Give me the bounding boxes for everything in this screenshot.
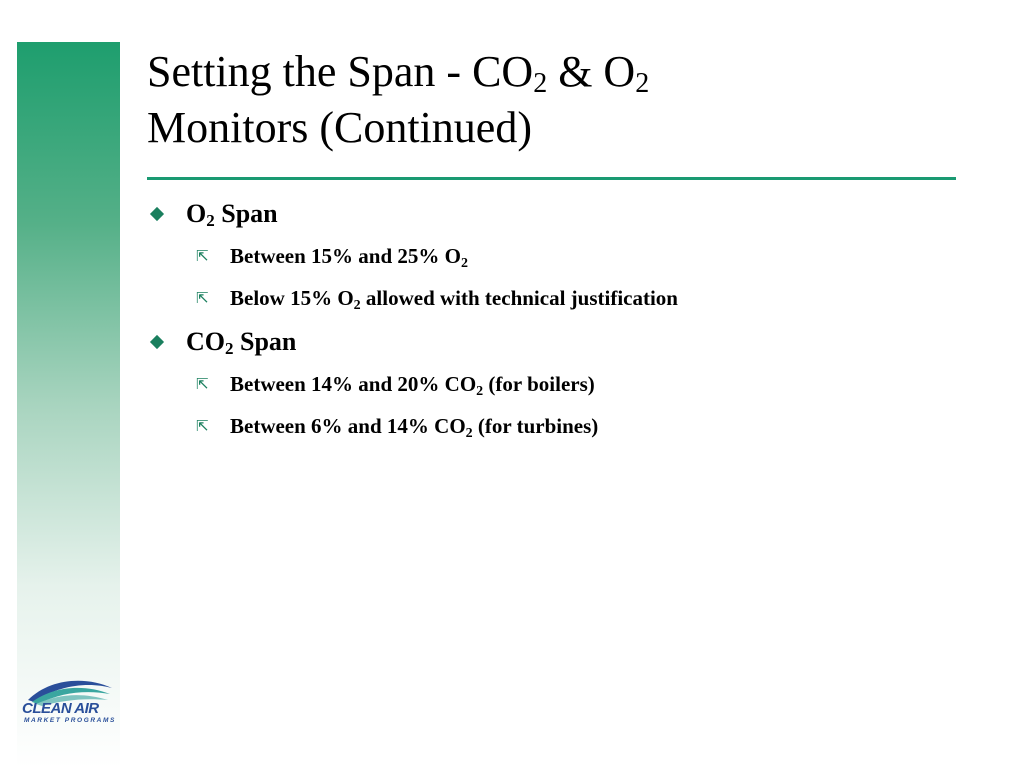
sub-bullet-text: (for turbines) (472, 414, 599, 438)
bullet-subscript: 2 (206, 211, 215, 230)
bullet-list (150, 198, 970, 454)
diamond-icon (150, 335, 164, 349)
sub-bullet (150, 412, 970, 440)
title-subscript: 2 (635, 68, 650, 99)
logo-name: CLEAN AIR (22, 700, 99, 717)
bullet-text: CO (186, 327, 225, 356)
bullet-subscript: 2 (225, 339, 234, 358)
arrow-up-left-icon: ⇱ (196, 247, 209, 265)
sub-bullet-text: Between 15% and 25% O (230, 244, 461, 268)
sub-bullet-subscript: 2 (465, 426, 473, 441)
sub-bullet-text: Between 14% and 20% CO (230, 372, 477, 396)
sub-bullet-text: Below 15% O (230, 286, 354, 310)
sub-bullet (150, 370, 970, 398)
slide-title (147, 44, 967, 156)
logo-subtitle: MARKET PROGRAMS (24, 717, 116, 724)
sub-bullet (150, 284, 970, 312)
sub-bullet (150, 242, 970, 270)
diamond-icon (150, 207, 164, 221)
bullet-o2-span (150, 198, 970, 230)
sub-bullet-text: allowed with technical justification (360, 286, 678, 310)
title-text-part: Setting the Span - CO (147, 47, 534, 96)
sub-bullet-subscript: 2 (476, 384, 484, 399)
bullet-co2-span (150, 326, 970, 358)
arrow-up-left-icon: ⇱ (196, 417, 209, 435)
bullet-text: Span (214, 199, 278, 228)
side-gradient-bar (17, 42, 120, 768)
title-text-part: & O (547, 47, 636, 96)
sub-bullet-subscript: 2 (461, 256, 468, 271)
bullet-text: Span (233, 327, 297, 356)
arrow-up-left-icon: ⇱ (196, 375, 209, 393)
arrow-up-left-icon: ⇱ (196, 289, 209, 307)
sub-bullet-text: Between 6% and 14% CO (230, 414, 466, 438)
title-line-2: Monitors (Continued) (147, 103, 532, 152)
title-divider (147, 177, 956, 180)
title-subscript: 2 (533, 68, 548, 99)
sub-bullet-text: (for boilers) (483, 372, 595, 396)
bullet-text: O (186, 199, 207, 228)
sub-bullet-subscript: 2 (353, 298, 361, 313)
